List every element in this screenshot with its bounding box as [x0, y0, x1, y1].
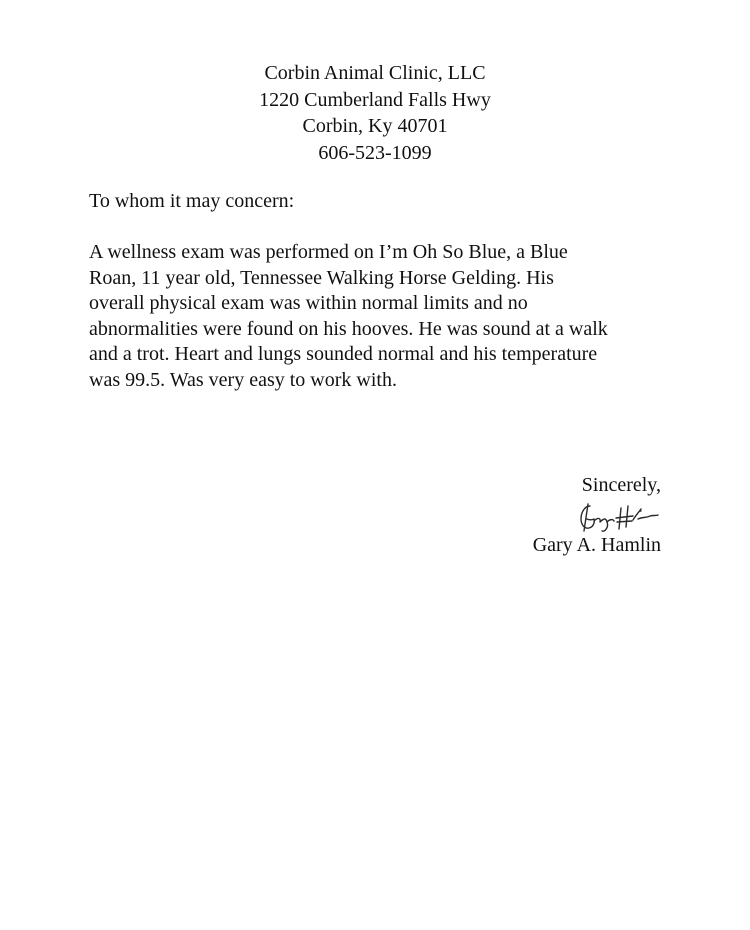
- body-line: and a trot. Heart and lungs sounded normal and his temperature: [89, 343, 598, 366]
- body-line: abnormalities were found on his hooves. He was sound at a walk: [89, 317, 608, 340]
- letter-body: [89, 240, 669, 394]
- salutation: To whom it may concern:: [89, 190, 295, 212]
- clinic-street: 1220 Cumberland Falls Hwy: [259, 88, 491, 111]
- body-line: was 99.5. Was very easy to work with.: [89, 368, 397, 391]
- clinic-city-state-zip: Corbin, Ky 40701: [302, 115, 448, 137]
- letterhead: [0, 60, 750, 166]
- handwritten-signature-icon: [576, 500, 662, 534]
- body-line: overall physical exam was within normal limits and no: [89, 292, 528, 315]
- clinic-name: Corbin Animal Clinic, LLC: [264, 62, 486, 84]
- body-line: Roan, 11 year old, Tennessee Walking Horse Gelding. His: [89, 266, 554, 289]
- signer-name: Gary A. Hamlin: [532, 534, 661, 556]
- body-line: A wellness exam was performed on I’m Oh So Blue, a Blue: [89, 241, 568, 263]
- clinic-phone: 606-523-1099: [318, 141, 432, 164]
- closing: Sincerely,: [581, 474, 661, 496]
